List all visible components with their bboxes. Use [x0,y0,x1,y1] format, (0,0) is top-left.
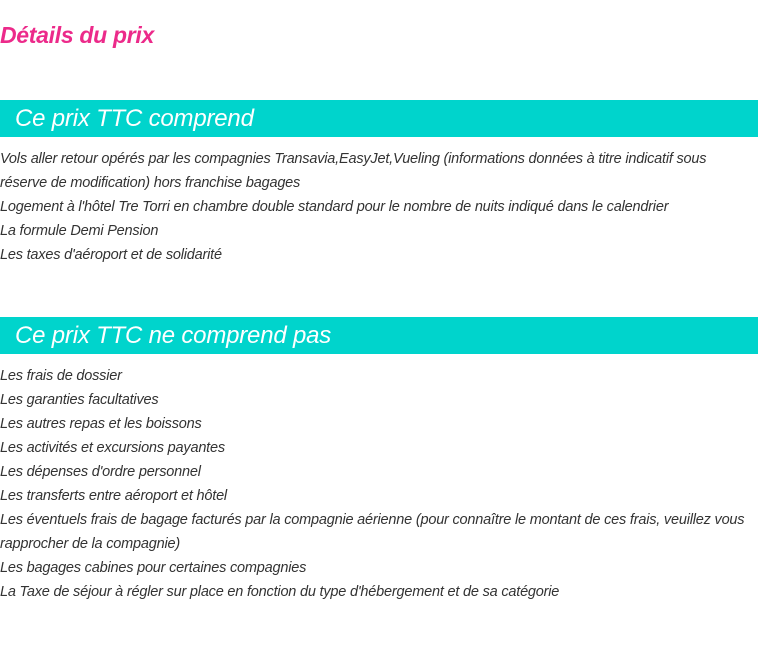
list-item: Logement à l'hôtel Tre Torri en chambre double standard pour le nombre de nuits indiqué dans le calendrier [0,199,669,215]
price-excludes-section [0,317,758,604]
list-item: Vols aller retour opérés par les compagnies Transavia,EasyJet,Vueling (informations données à titre indicatif sous réserve de modification) hors franchise bagages [0,151,707,191]
page-title: Détails du prix [0,22,154,48]
price-includes-header: Ce prix TTC comprend [0,100,758,137]
list-item: Les taxes d'aéroport et de solidarité [0,247,222,263]
price-excludes-header: Ce prix TTC ne comprend pas [0,317,758,354]
price-excludes-list [0,364,758,604]
price-includes-list [0,147,758,267]
list-item: La Taxe de séjour à régler sur place en fonction du type d'hébergement et de sa catégorie [0,584,560,600]
list-item: Les transferts entre aéroport et hôtel [0,488,227,504]
list-item: Les éventuels frais de bagage facturés par la compagnie aérienne (pour connaître le montant de ces frais, veuillez vous rapprocher de la compagnie) [0,512,745,552]
list-item: Les frais de dossier [0,368,122,384]
list-item: La formule Demi Pension [0,223,159,239]
list-item: Les garanties facultatives [0,392,159,408]
list-item: Les dépenses d'ordre personnel [0,464,201,480]
list-item: Les bagages cabines pour certaines compagnies [0,560,307,576]
price-includes-section [0,100,758,267]
list-item: Les activités et excursions payantes [0,440,225,456]
list-item: Les autres repas et les boissons [0,416,202,432]
